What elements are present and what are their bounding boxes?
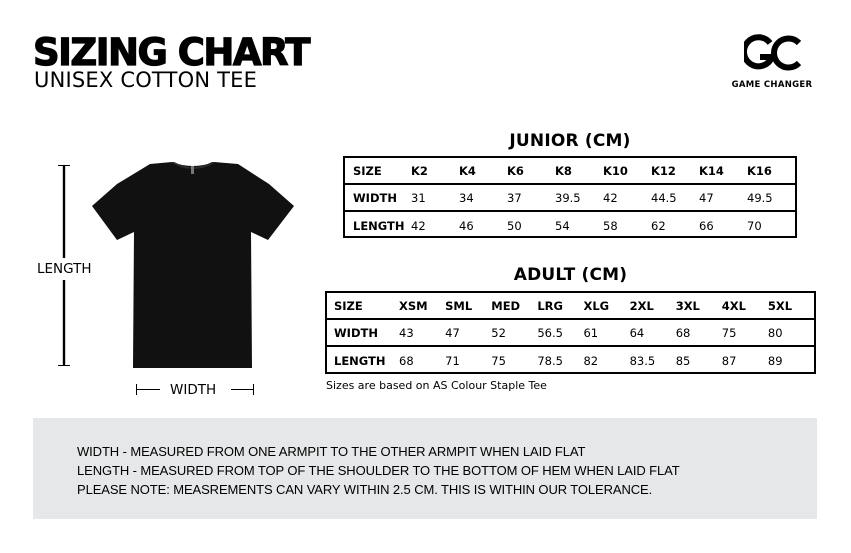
- sizing-footnote: Sizes are based on AS Colour Staple Tee: [326, 379, 547, 392]
- note-tolerance: PLEASE NOTE: MEASREMENTS CAN VARY WITHIN 2.5 CM. THIS IS WITHIN OUR TOLERANCE.: [77, 482, 653, 497]
- table-cell: 46: [459, 218, 474, 233]
- brand-name: GAME CHANGER: [731, 80, 813, 90]
- table-cell: 47: [445, 325, 460, 340]
- table-cell: 89: [767, 353, 783, 368]
- table-row: [327, 347, 814, 374]
- table-cell: 66: [699, 218, 714, 233]
- gc-logo-icon: [744, 33, 802, 73]
- table-cell: 62: [651, 218, 666, 233]
- table-cell: 58: [603, 218, 618, 233]
- table-cell: 83.5: [629, 353, 656, 368]
- column-header: MED: [491, 298, 521, 313]
- table-cell: 39.5: [555, 190, 581, 205]
- page-title: SIZING CHART: [33, 31, 310, 74]
- table-row: [345, 185, 795, 212]
- column-header: SML: [445, 298, 473, 313]
- table-cell: 87: [721, 353, 737, 368]
- row-label: WIDTH: [334, 325, 378, 340]
- adult-size-table: [325, 291, 816, 374]
- row-label: WIDTH: [353, 190, 397, 205]
- column-header: 3XL: [675, 298, 700, 313]
- junior-size-table: [343, 156, 797, 238]
- table-cell: 78.5: [537, 353, 563, 368]
- measurement-notes: [33, 418, 817, 519]
- table-header-row: [327, 293, 814, 320]
- table-cell: 68: [399, 353, 414, 368]
- table-cell: 31: [411, 190, 426, 205]
- column-header: K14: [699, 163, 724, 178]
- column-header: K8: [555, 163, 572, 178]
- table-cell: 44.5: [651, 190, 677, 205]
- table-cell: 47: [699, 190, 714, 205]
- table-cell: 85: [675, 353, 691, 368]
- column-header: K4: [459, 163, 476, 178]
- table-cell: 68: [675, 325, 691, 340]
- column-header: XSM: [399, 298, 428, 313]
- junior-table-title: JUNIOR (CM): [509, 131, 631, 151]
- column-header: K2: [411, 163, 428, 178]
- column-header: K12: [651, 163, 676, 178]
- column-header: SIZE: [334, 298, 363, 313]
- table-cell: 75: [721, 325, 737, 340]
- table-cell: 37: [507, 190, 522, 205]
- table-cell: 34: [459, 190, 474, 205]
- tshirt-diagram: [20, 140, 320, 410]
- column-header: 2XL: [629, 298, 654, 313]
- table-header-row: [345, 158, 795, 185]
- table-cell: 82: [583, 353, 599, 368]
- table-cell: 75: [491, 353, 506, 368]
- table-cell: 42: [411, 218, 426, 233]
- column-header: 5XL: [767, 298, 793, 313]
- width-label: WIDTH: [170, 382, 217, 398]
- column-header: K10: [603, 163, 628, 178]
- table-row: [345, 212, 795, 239]
- row-label: LENGTH: [353, 218, 405, 233]
- table-cell: 71: [445, 353, 460, 368]
- column-header: 4XL: [721, 298, 746, 313]
- adult-table-title: ADULT (CM): [513, 265, 628, 285]
- tshirt-icon: [92, 162, 294, 370]
- table-cell: 43: [399, 325, 414, 340]
- table-cell: 42: [603, 190, 618, 205]
- column-header: SIZE: [353, 163, 382, 178]
- table-cell: 56.5: [537, 325, 563, 340]
- table-cell: 49.5: [747, 190, 773, 205]
- table-row: [327, 320, 814, 347]
- column-header: XLG: [583, 298, 610, 313]
- width-measure-right: [231, 389, 254, 390]
- table-cell: 50: [507, 218, 522, 233]
- column-header: K16: [747, 163, 772, 178]
- page-subtitle: UNISEX COTTON TEE: [34, 68, 258, 92]
- length-cap-bottom: [58, 365, 70, 366]
- table-cell: 80: [767, 325, 783, 340]
- column-header: K6: [507, 163, 524, 178]
- table-cell: 52: [491, 325, 506, 340]
- length-label: LENGTH: [37, 258, 92, 280]
- brand-logo: [722, 33, 822, 93]
- table-cell: 54: [555, 218, 570, 233]
- note-length: LENGTH - MEASURED FROM TOP OF THE SHOULDER TO THE BOTTOM OF HEM WHEN LAID FLAT: [77, 463, 680, 478]
- column-header: LRG: [537, 298, 563, 313]
- table-cell: 64: [629, 325, 645, 340]
- note-width: WIDTH - MEASURED FROM ONE ARMPIT TO THE OTHER ARMPIT WHEN LAID FLAT: [77, 444, 586, 459]
- row-label: LENGTH: [334, 353, 386, 368]
- width-measure-left: [136, 389, 160, 390]
- table-cell: 61: [583, 325, 599, 340]
- table-cell: 70: [747, 218, 762, 233]
